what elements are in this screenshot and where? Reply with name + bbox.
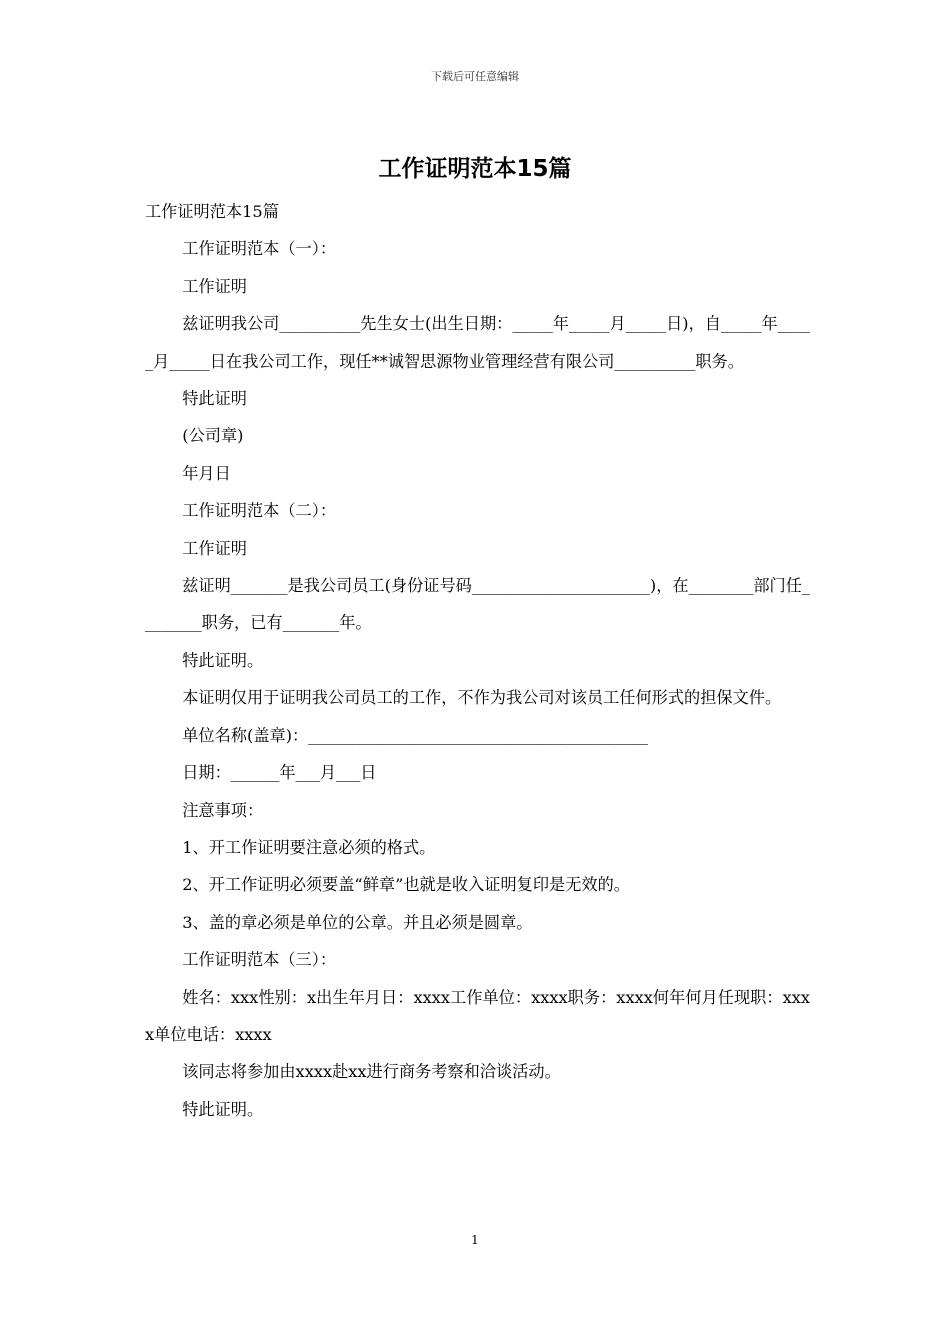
usage-statement: 本证明仅用于证明我公司员工的工作，不作为我公司对该员工任何形式的担保文件。 bbox=[182, 688, 782, 708]
certificate-heading-2: 工作证明 bbox=[182, 538, 247, 558]
closing-2: 特此证明。 bbox=[182, 650, 264, 670]
page-number: 1 bbox=[471, 1233, 479, 1247]
personal-info-line: 姓名：xxx性别：x出生年月日：xxxx工作单位：xxxx职务：xxxx何年何月任现职：xxxx单位电话：xxxx bbox=[145, 987, 810, 1044]
document-body bbox=[145, 193, 810, 1128]
date-line-1: 年月日 bbox=[182, 463, 231, 483]
note-item-3: 3、盖的章必须是单位的公章。并且必须是圆章。 bbox=[182, 912, 533, 932]
certificate-body-2: 兹证明_______是我公司员工(身份证号码______________________)，在________部门任________职务，已有_______年。 bbox=[145, 576, 811, 633]
section-heading-3: 工作证明范本（三）： bbox=[182, 950, 337, 970]
note-item-1: 1、开工作证明要注意必须的格式。 bbox=[182, 837, 436, 857]
header-note: 下载后可任意编辑 bbox=[431, 70, 519, 83]
closing-1: 特此证明 bbox=[182, 389, 247, 409]
section-heading-1: 工作证明范本（一）： bbox=[182, 239, 337, 259]
note-item-2: 2、开工作证明必须要盖“鲜章”也就是收入证明复印是无效的。 bbox=[182, 875, 630, 895]
date-line-2: 日期：______年___月___日 bbox=[182, 763, 377, 783]
company-seal-line: (公司章) bbox=[182, 426, 244, 446]
notes-heading: 注意事项： bbox=[182, 800, 264, 820]
subtitle-line: 工作证明范本15篇 bbox=[145, 202, 279, 221]
section-heading-2: 工作证明范本（二）： bbox=[182, 501, 337, 521]
certificate-body-1: 兹证明我公司__________先生女士(出生日期：_____年_____月_____日)，自_____年_____月_____日在我公司工作，现任**诚智思源物业管理经营有限公司__________职务。 bbox=[145, 314, 811, 371]
document-title: 工作证明范本15篇 bbox=[378, 156, 572, 182]
certificate-heading-1: 工作证明 bbox=[182, 276, 247, 296]
closing-3: 特此证明。 bbox=[182, 1099, 264, 1119]
unit-name-line: 单位名称(盖章)：__________________________________________ bbox=[182, 725, 649, 745]
activity-statement: 该同志将参加由xxxx赴xx进行商务考察和洽谈活动。 bbox=[182, 1062, 561, 1082]
